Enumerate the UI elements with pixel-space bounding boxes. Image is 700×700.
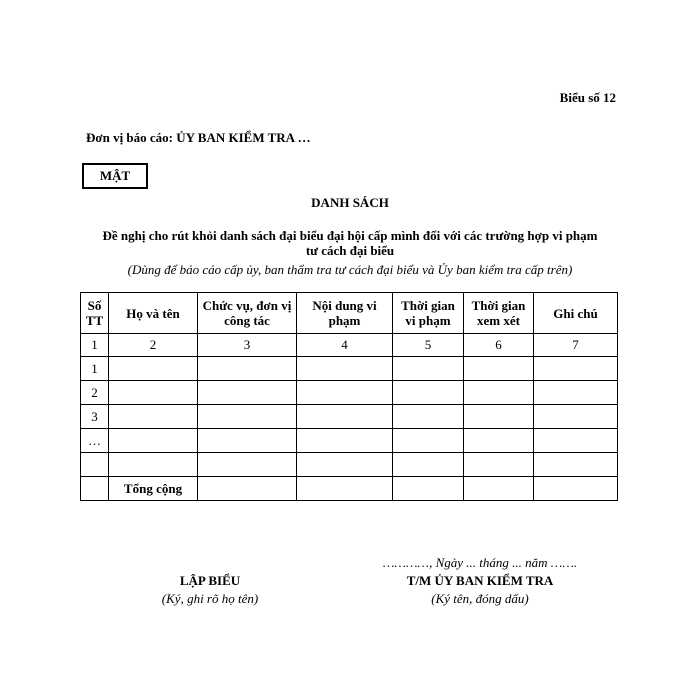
table-cell: [297, 429, 393, 453]
document-note: (Dùng để báo cáo cấp ủy, ban thẩm tra tư cách đại biểu và Ủy ban kiểm tra cấp trên): [127, 262, 573, 277]
column-number: 6: [464, 334, 534, 357]
total-label: Tổng cộng: [109, 477, 198, 501]
row-stt: 3: [81, 405, 109, 429]
table-cell: [198, 429, 297, 453]
report-table: [80, 292, 618, 501]
table-cell: [464, 381, 534, 405]
header-stt: Số TT: [81, 293, 109, 334]
table-cell: [198, 477, 297, 501]
table-cell: [393, 429, 464, 453]
header-name: Họ và tên: [109, 293, 198, 334]
column-number: 4: [297, 334, 393, 357]
table-cell: [464, 405, 534, 429]
form-number: Biểu số 12: [559, 90, 616, 105]
document-title: DANH SÁCH: [311, 195, 389, 210]
table-cell: [198, 357, 297, 381]
table-cell: [198, 453, 297, 477]
table-cell: [534, 357, 618, 381]
header-row: [81, 293, 618, 334]
header-violation-time: Thời gian vi phạm: [393, 293, 464, 334]
document-subtitle: [0, 228, 700, 258]
table-cell: [534, 381, 618, 405]
table-cell: [534, 453, 618, 477]
table-cell: [198, 381, 297, 405]
table-cell: [534, 477, 618, 501]
table-cell: [198, 405, 297, 429]
table-cell: [109, 381, 198, 405]
table-cell: [109, 429, 198, 453]
table-cell: [393, 381, 464, 405]
table-cell: [297, 477, 393, 501]
column-number: 3: [198, 334, 297, 357]
preparer-hint: (Ký, ghi rõ họ tên): [161, 591, 259, 606]
row-stt: …: [81, 429, 109, 453]
table-cell: [109, 357, 198, 381]
table-cell: [464, 357, 534, 381]
table-row: [81, 357, 618, 381]
subtitle-line-1: Đề nghị cho rút khỏi danh sách đại biểu đại hội cấp mình đối với các trường hợp vi phạm: [102, 228, 598, 243]
table-cell: [297, 381, 393, 405]
column-number: 5: [393, 334, 464, 357]
date-line: …………, Ngày ... tháng ... năm …….: [382, 555, 578, 570]
table-cell: [297, 357, 393, 381]
preparer-signature-block: [120, 571, 300, 607]
table-row: [81, 453, 618, 477]
table-cell: [534, 405, 618, 429]
row-stt: 1: [81, 357, 109, 381]
table-cell: [464, 477, 534, 501]
header-position: Chức vụ, đơn vị công tác: [198, 293, 297, 334]
committee-role: T/M ỦY BAN KIỂM TRA: [406, 573, 554, 588]
table-cell: [393, 357, 464, 381]
column-number-row: [81, 334, 618, 357]
committee-hint: (Ký tên, đóng dấu): [431, 591, 529, 606]
table-row: [81, 429, 618, 453]
committee-signature-block: [330, 555, 630, 607]
table-cell: [81, 477, 109, 501]
preparer-role: LẬP BIỂU: [179, 573, 241, 588]
table-row: [81, 405, 618, 429]
header-review-time: Thời gian xem xét: [464, 293, 534, 334]
reporting-unit: Đơn vị báo cáo: ỦY BAN KIỂM TRA …: [86, 130, 311, 145]
table-cell: [393, 477, 464, 501]
table-cell: [297, 405, 393, 429]
header-violation: Nội dung vi phạm: [297, 293, 393, 334]
table-cell: [393, 453, 464, 477]
total-row: [81, 477, 618, 501]
column-number: 7: [534, 334, 618, 357]
table-cell: [297, 453, 393, 477]
row-stt: [81, 453, 109, 477]
table-cell: [464, 429, 534, 453]
table-cell: [109, 405, 198, 429]
table-cell: [464, 453, 534, 477]
table-row: [81, 381, 618, 405]
table-cell: [109, 453, 198, 477]
classification-box: MẬT: [82, 163, 148, 189]
table-cell: [393, 405, 464, 429]
column-number: 2: [109, 334, 198, 357]
header-notes: Ghi chú: [534, 293, 618, 334]
subtitle-line-2: tư cách đại biểu: [305, 243, 395, 258]
table-cell: [534, 429, 618, 453]
column-number: 1: [81, 334, 109, 357]
row-stt: 2: [81, 381, 109, 405]
